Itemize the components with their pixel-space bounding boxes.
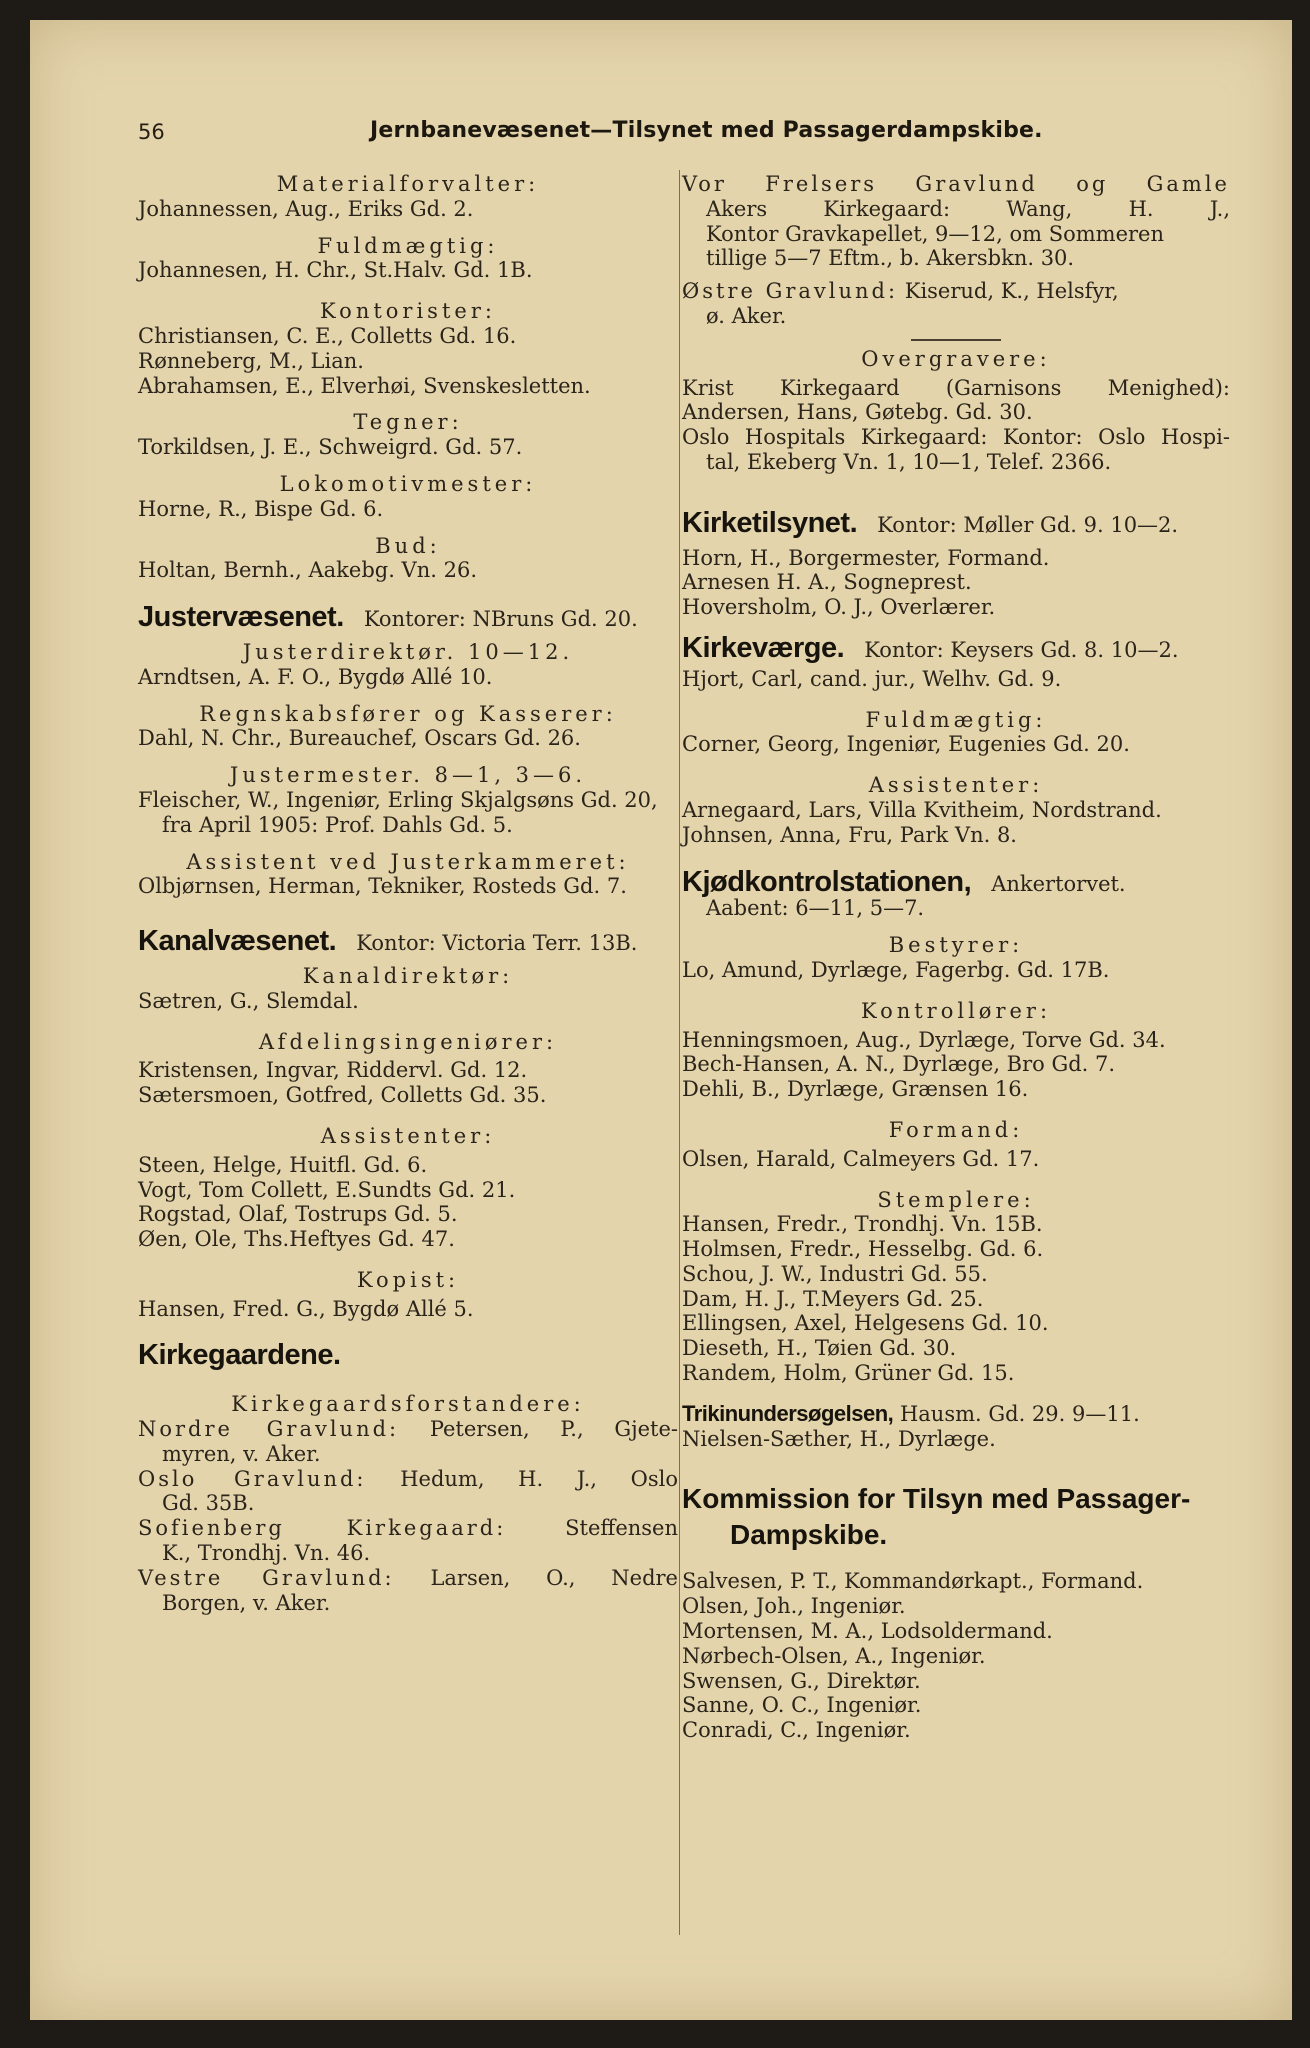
entry: Dieseth, H., Tøien Gd. 30. [682,1336,957,1361]
heading-kontrollorer: Kontrollører: [860,998,1052,1023]
section-title: Kirketilsynet. [682,506,858,539]
entry-continuation: Gd. 35B. [162,1491,255,1516]
heading-assistenter: Assistenter: [320,1123,496,1148]
entry: Hansen, Fred. G., Bygdø Allé 5. [138,1296,474,1321]
entry: Hoversholm, O. J., Overlærer. [682,595,996,620]
heading-justerdirektor: Justerdirektør. 10—12. [242,639,574,664]
entry: Rogstad, Olaf, Tostrups Gd. 5. [138,1202,458,1227]
entry: Øen, Ole, Ths.Heftyes Gd. 47. [138,1227,455,1252]
section-office: Kontor: Victoria Terr. 13B. [356,931,638,956]
heading-lokomotivmester: Lokomotivmester: [279,471,537,496]
entry: Arnegaard, Lars, Villa Kvitheim, Nordstrand. [682,797,1162,822]
heading-stemplere: Stemplere: [877,1187,1035,1212]
section-title: Justervæsenet. [138,601,344,634]
entry: Ellingsen, Axel, Helgesens Gd. 10. [682,1311,1049,1336]
entry [138,1467,678,1492]
section-title: Kjødkontrolstationen, [682,865,972,898]
section-title: Trikinundersøgelsen, [682,1400,894,1426]
heading-fuldmaegtig: Fuldmægtig: [317,233,499,258]
entry: Henningsmoen, Aug., Dyrlæge, Torve Gd. 34. [682,1027,1166,1052]
entry: Kristensen, Ingvar, Riddervl. Gd. 12. [138,1058,528,1083]
entry: Holmsen, Fredr., Hesselbg. Gd. 6. [682,1237,1044,1262]
section-justervaesenet [138,601,678,634]
entry: Krist Kirkegaard (Garnisons Menighed): [682,375,1230,400]
heading-assistenter: Assistenter: [868,773,1044,798]
entry-place: Vor Frelsers Gravlund og Gamle [682,172,1230,196]
entry: Olsen, Harald, Calmeyers Gd. 17. [682,1146,1040,1171]
entry: Corner, Georg, Ingeniør, Eugenies Gd. 20. [682,732,1130,757]
entry: Christiansen, C. E., Colletts Gd. 16. [138,323,517,348]
section-kjodkontrolstationen [682,865,1230,898]
left-column [138,172,678,1615]
section-trikinundersogelsen [682,1402,1230,1427]
entry-continuation: Borgen, v. Aker. [162,1590,331,1615]
heading-assistent: Assistent ved Justerkammeret: [186,849,630,874]
entry [138,1566,678,1591]
entry [682,279,1230,304]
heading-justermester: Justermester. 8—1, 3—6. [229,763,587,788]
heading-fuldmaegtig: Fuldmægtig: [865,707,1047,732]
entry-continuation: tal, Ekeberg Vn. 1, 10—1, Telef. 2366. [706,449,1112,474]
entry: Swensen, G., Direktør. [682,1668,921,1693]
entry: Conradi, C., Ingeniør. [682,1718,911,1743]
entry-continuation: Akers Kirkegaard: Wang, H. J., [706,196,1230,221]
entry: Dahl, N. Chr., Bureauchef, Oscars Gd. 26. [138,726,581,751]
entry: Arnesen H. A., Sogneprest. [682,570,972,595]
heading-bud: Bud: [375,533,441,558]
entry: Johannesen, H. Chr., St.Halv. Gd. 1B. [138,258,533,283]
right-column [682,172,1230,1743]
entry: Arndtsen, A. F. O., Bygdø Allé 10. [138,664,493,689]
section-title: Kirkeværge. [682,631,845,664]
entry: Bech-Hansen, A. N., Dyrlæge, Bro Gd. 7. [682,1052,1116,1077]
entry: Sanne, O. C., Ingeniør. [682,1693,922,1718]
title-line: Dampskibe. [730,1519,888,1551]
entry: Johannessen, Aug., Eriks Gd. 2. [138,196,474,221]
entry: Horn, H., Borgermester, Formand. [682,545,1050,570]
place-name: Østre Gravlund: [682,279,899,304]
opening-hours: Aabent: 6—11, 5—7. [706,896,925,921]
heading-formand: Formand: [888,1117,1024,1142]
entry: Rønneberg, M., Lian. [138,348,364,373]
entry: Holtan, Bernh., Aakebg. Vn. 26. [138,558,477,583]
section-title: Kirkegaardene. [138,1339,341,1372]
entry: Hansen, Fredr., Trondhj. Vn. 15B. [682,1212,1043,1237]
entry: Abrahamsen, E., Elverhøi, Svenskesletten. [138,373,591,398]
entry: Olbjørnsen, Herman, Tekniker, Rosteds Gd. 7. [138,874,627,899]
entry [138,1516,678,1541]
entry: Torkildsen, J. E., Schweigrd. Gd. 57. [138,435,523,460]
entry: Nørbech-Olsen, A., Ingeniør. [682,1643,986,1668]
section-kirkegaardene [138,1339,678,1372]
divider-rule [911,339,1001,341]
section-kanalvaesenet [138,925,678,958]
entry: Dehli, B., Dyrlæge, Grænsen 16. [682,1077,1029,1102]
entry-continuation: ø. Aker. [706,303,787,328]
title-line: Kommission for Tilsyn med Passager- [682,1483,1191,1515]
place-name: Vestre Gravlund: [138,1565,395,1590]
section-office: Kontorer: NBruns Gd. 20. [363,607,638,632]
heading-regnskabsforer: Regnskabsfører og Kasserer: [199,701,617,726]
entry-text: Steffensen [565,1516,678,1541]
entry: Sætersmoen, Gotfred, Colletts Gd. 35. [138,1083,547,1108]
entry: Oslo Hospitals Kirkegaard: Kontor: Oslo Hospi- [682,425,1230,450]
entry: Dam, H. J., T.Meyers Gd. 25. [682,1286,984,1311]
entry-text: Hedum, H. J., Oslo [400,1466,678,1491]
entry [138,1417,678,1442]
entry-continuation: myren, v. Aker. [162,1441,321,1466]
section-office: Hausm. Gd. 29. 9—11. [899,1401,1140,1426]
entry-continuation: tillige 5—7 Eftm., b. Akersbkn. 30. [706,246,1075,271]
running-header: Jernbanevæsenet—Tilsynet med Passagerdampskibe. [370,118,1043,143]
entry: Fleischer, W., Ingeniør, Erling Skjalgsøns Gd. 20, [138,787,658,812]
entry: Schou, J. W., Industri Gd. 55. [682,1261,988,1286]
heading-materialforvalter: Materialforvalter: [276,172,540,196]
heading-kanaldirektor: Kanaldirektør: [302,963,514,988]
place-name: Nordre Gravlund: [138,1417,400,1442]
entry: Randem, Holm, Grüner Gd. 15. [682,1361,1015,1386]
place-name: Oslo Gravlund: [138,1466,367,1491]
heading-kirkegaardsforstandere: Kirkegaardsforstandere: [231,1392,585,1417]
entry-continuation: K., Trondhj. Vn. 46. [162,1541,371,1566]
section-title: Kanalvæsenet. [138,925,337,958]
heading-bestyrer: Bestyrer: [888,933,1024,958]
entry: Salvesen, P. T., Kommandørkapt., Formand. [682,1569,1144,1594]
section-kommission-title [682,1481,1230,1553]
section-office: Kontor: Møller Gd. 9. 10—2. [877,512,1179,537]
entry: Mortensen, M. A., Lodsoldermand. [682,1619,1053,1644]
entry: Andersen, Hans, Gøtebg. Gd. 30. [682,400,1033,425]
heading-afdelingsingeniorer: Afdelingsingeniører: [258,1029,558,1054]
entry: Hjort, Carl, cand. jur., Welhv. Gd. 9. [682,666,1062,691]
entry-text: Larsen, O., Nedre [430,1565,678,1590]
entry: Lo, Amund, Dyrlæge, Fagerbg. Gd. 17B. [682,957,1110,982]
entry: Vogt, Tom Collett, E.Sundts Gd. 21. [138,1177,516,1202]
entry: Johnsen, Anna, Fru, Park Vn. 8. [682,822,1017,847]
heading-kontorister: Kontorister: [320,299,496,324]
entry: Olsen, Joh., Ingeniør. [682,1594,906,1619]
section-office: Ankertorvet. [991,871,1126,896]
section-kirkevaerge [682,631,1230,664]
entry: Horne, R., Bispe Gd. 6. [138,496,384,521]
entry-text: Kiserud, K., Helsfyr, [904,279,1119,304]
heading-tegner: Tegner: [353,410,463,435]
entry-text: Petersen, P., Gjete- [429,1417,678,1442]
page-number: 56 [138,120,165,144]
place-name: Sofienberg Kirkegaard: [138,1516,507,1541]
heading-overgravere: Overgravere: [861,346,1051,371]
entry-continuation: fra April 1905: Prof. Dahls Gd. 5. [162,812,513,837]
section-office: Kontor: Keysers Gd. 8. 10—2. [864,637,1179,662]
entry-continuation: Kontor Gravkapellet, 9—12, om Sommeren [706,221,1164,246]
entry: Steen, Helge, Huitfl. Gd. 6. [138,1152,428,1177]
entry: Sætren, G., Slemdal. [138,988,359,1013]
section-kirketilsynet [682,506,1230,539]
entry: Nielsen-Sæther, H., Dyrlæge. [682,1426,996,1451]
column-divider [679,170,680,1935]
heading-kopist: Kopist: [356,1267,460,1292]
